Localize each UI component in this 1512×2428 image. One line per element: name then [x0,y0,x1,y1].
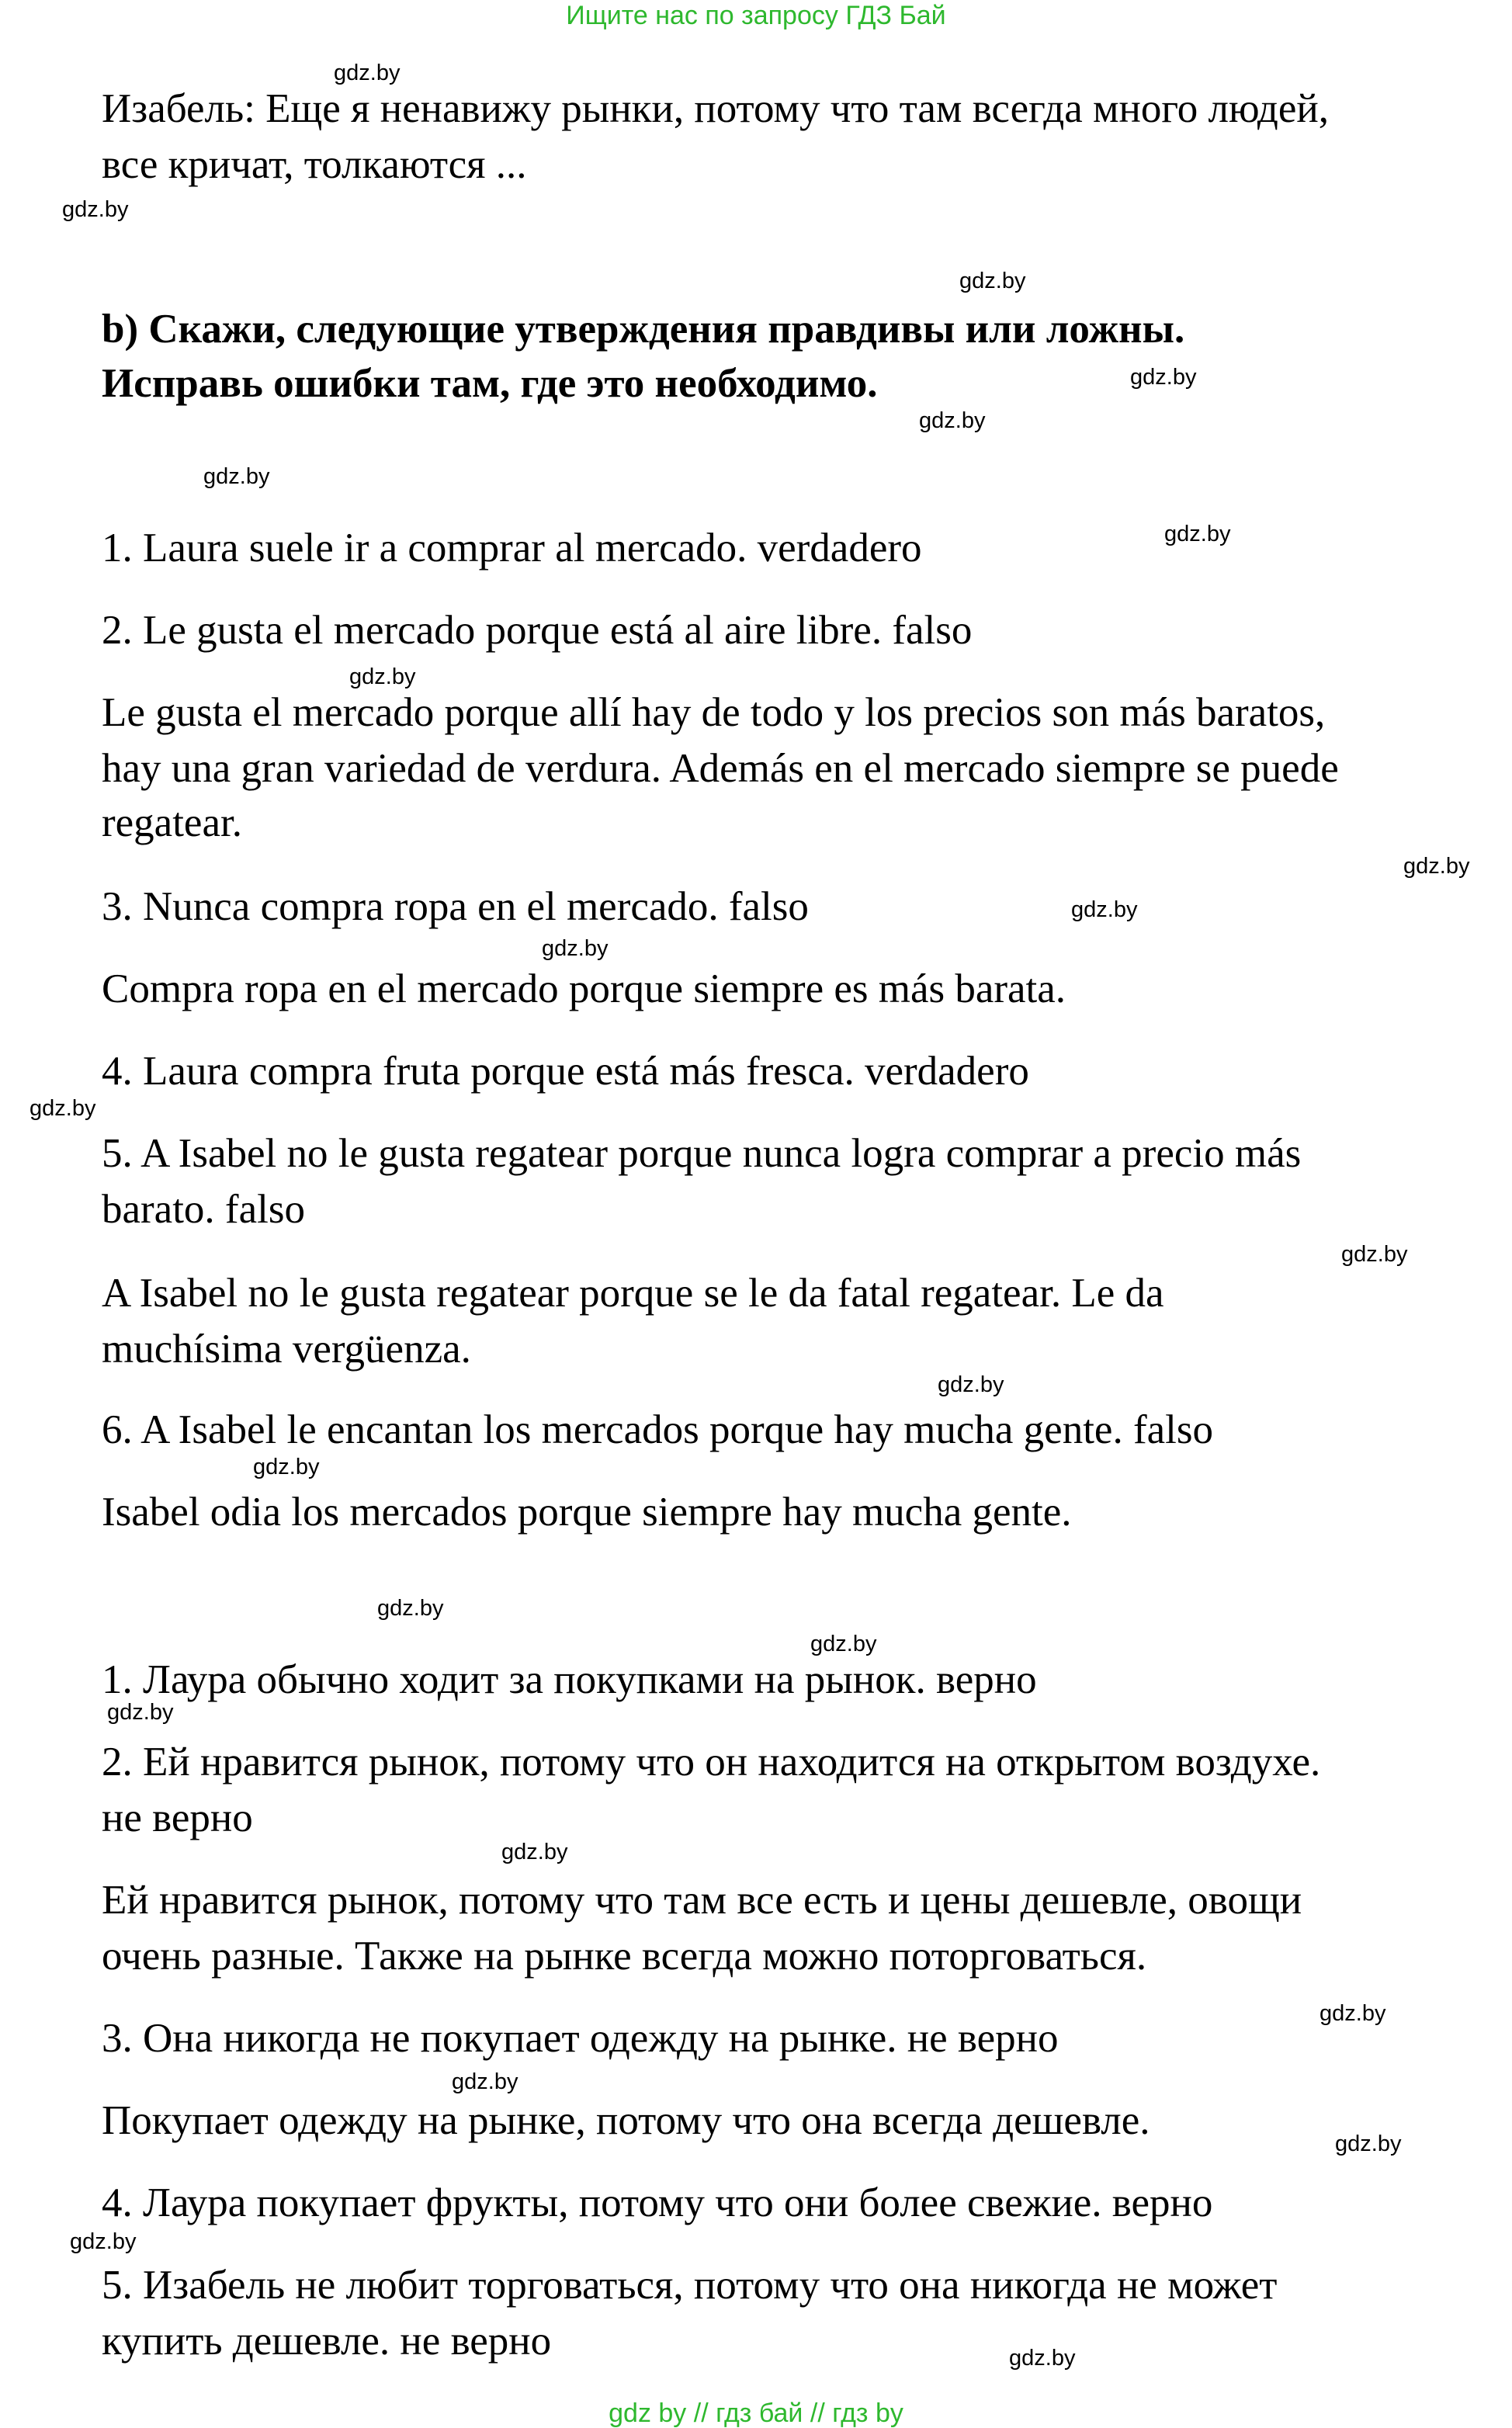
statement-ru-2: не верно [102,1795,253,1840]
watermark: gdz.by [1130,365,1197,390]
watermark: gdz.by [452,2069,518,2094]
watermark: gdz.by [1009,2346,1076,2371]
correction-es-2: regatear. [102,800,242,845]
dialog-line: все кричат, толкаются ... [102,142,527,187]
correction-ru-2: очень разные. Также на рынке всегда можно поторговаться. [102,1934,1147,1979]
correction-es-6: Isabel odia los mercados porque siempre hay mucha gente. [102,1490,1072,1535]
statement-es-4: 4. Laura compra fruta porque está más fresca. verdadero [102,1049,1029,1094]
correction-es-2: hay una gran variedad de verdura. Además en el mercado siempre se puede [102,746,1339,791]
correction-ru-2: Ей нравится рынок, потому что там все есть и цены дешевле, овощи [102,1878,1302,1923]
statement-ru-1: 1. Лаура обычно ходит за покупками на рынок. верно [102,1657,1037,1702]
correction-es-2: Le gusta el mercado porque allí hay de todo y los precios son más baratos, [102,690,1326,735]
statement-ru-4: 4. Лаура покупает фрукты, потому что они более свежие. верно [102,2180,1213,2225]
watermark: gdz.by [62,197,129,222]
task-heading: b) Скажи, следующие утверждения правдивы или ложны. [102,307,1185,352]
watermark: gdz.by [1320,2001,1386,2026]
footer-links[interactable]: gdz by // гдз бай // гдз by [609,2399,903,2428]
correction-es-3: Compra ropa en el mercado porque siempre es más barata. [102,966,1066,1011]
correction-es-5: muchísima vergüenza. [102,1327,471,1372]
watermark: gdz.by [919,408,986,433]
watermark: gdz.by [349,664,416,689]
watermark: gdz.by [1335,2131,1402,2156]
watermark: gdz.by [1071,897,1138,922]
watermark: gdz.by [810,1632,877,1656]
statement-ru-5: 5. Изабель не любит торговаться, потому что она никогда не может [102,2263,1278,2308]
task-heading: Исправь ошибки там, где это необходимо. [102,361,878,406]
watermark: gdz.by [542,936,609,961]
statement-es-5: 5. A Isabel no le gusta regatear porque nunca logra comprar a precio más [102,1131,1302,1176]
statement-ru-2: 2. Ей нравится рынок, потому что он находится на открытом воздухе. [102,1739,1321,1785]
watermark: gdz.by [1403,854,1470,879]
watermark: gdz.by [334,61,401,85]
correction-ru-3: Покупает одежду на рынке, потому что она всегда дешевле. [102,2098,1150,2143]
statement-es-2: 2. Le gusta el mercado porque está al aire libre. falso [102,608,973,653]
watermark: gdz.by [1164,522,1231,546]
watermark: gdz.by [29,1096,96,1121]
watermark: gdz.by [959,269,1026,293]
statement-es-5: barato. falso [102,1187,305,1232]
watermark: gdz.by [107,1700,174,1725]
watermark: gdz.by [253,1455,320,1479]
watermark: gdz.by [203,464,270,489]
statement-es-1: 1. Laura suele ir a comprar al mercado. verdadero [102,525,922,571]
dialog-line: Изабель: Еще я ненавижу рынки, потому что там всегда много людей, [102,86,1329,131]
watermark: gdz.by [1341,1242,1408,1267]
statement-es-3: 3. Nunca compra ropa en el mercado. falso [102,884,809,929]
correction-es-5: A Isabel no le gusta regatear porque se le da fatal regatear. Le da [102,1271,1164,1316]
watermark: gdz.by [501,1840,568,1864]
watermark: gdz.by [938,1372,1004,1397]
header-search-link[interactable]: Ищите нас по запросу ГДЗ Бай [566,1,946,30]
watermark: gdz.by [377,1596,444,1621]
watermark: gdz.by [70,2229,137,2254]
statement-es-6: 6. A Isabel le encantan los mercados porque hay mucha gente. falso [102,1407,1213,1452]
statement-ru-3: 3. Она никогда не покупает одежду на рынке. не верно [102,2016,1059,2061]
statement-ru-5: купить дешевле. не верно [102,2319,552,2364]
